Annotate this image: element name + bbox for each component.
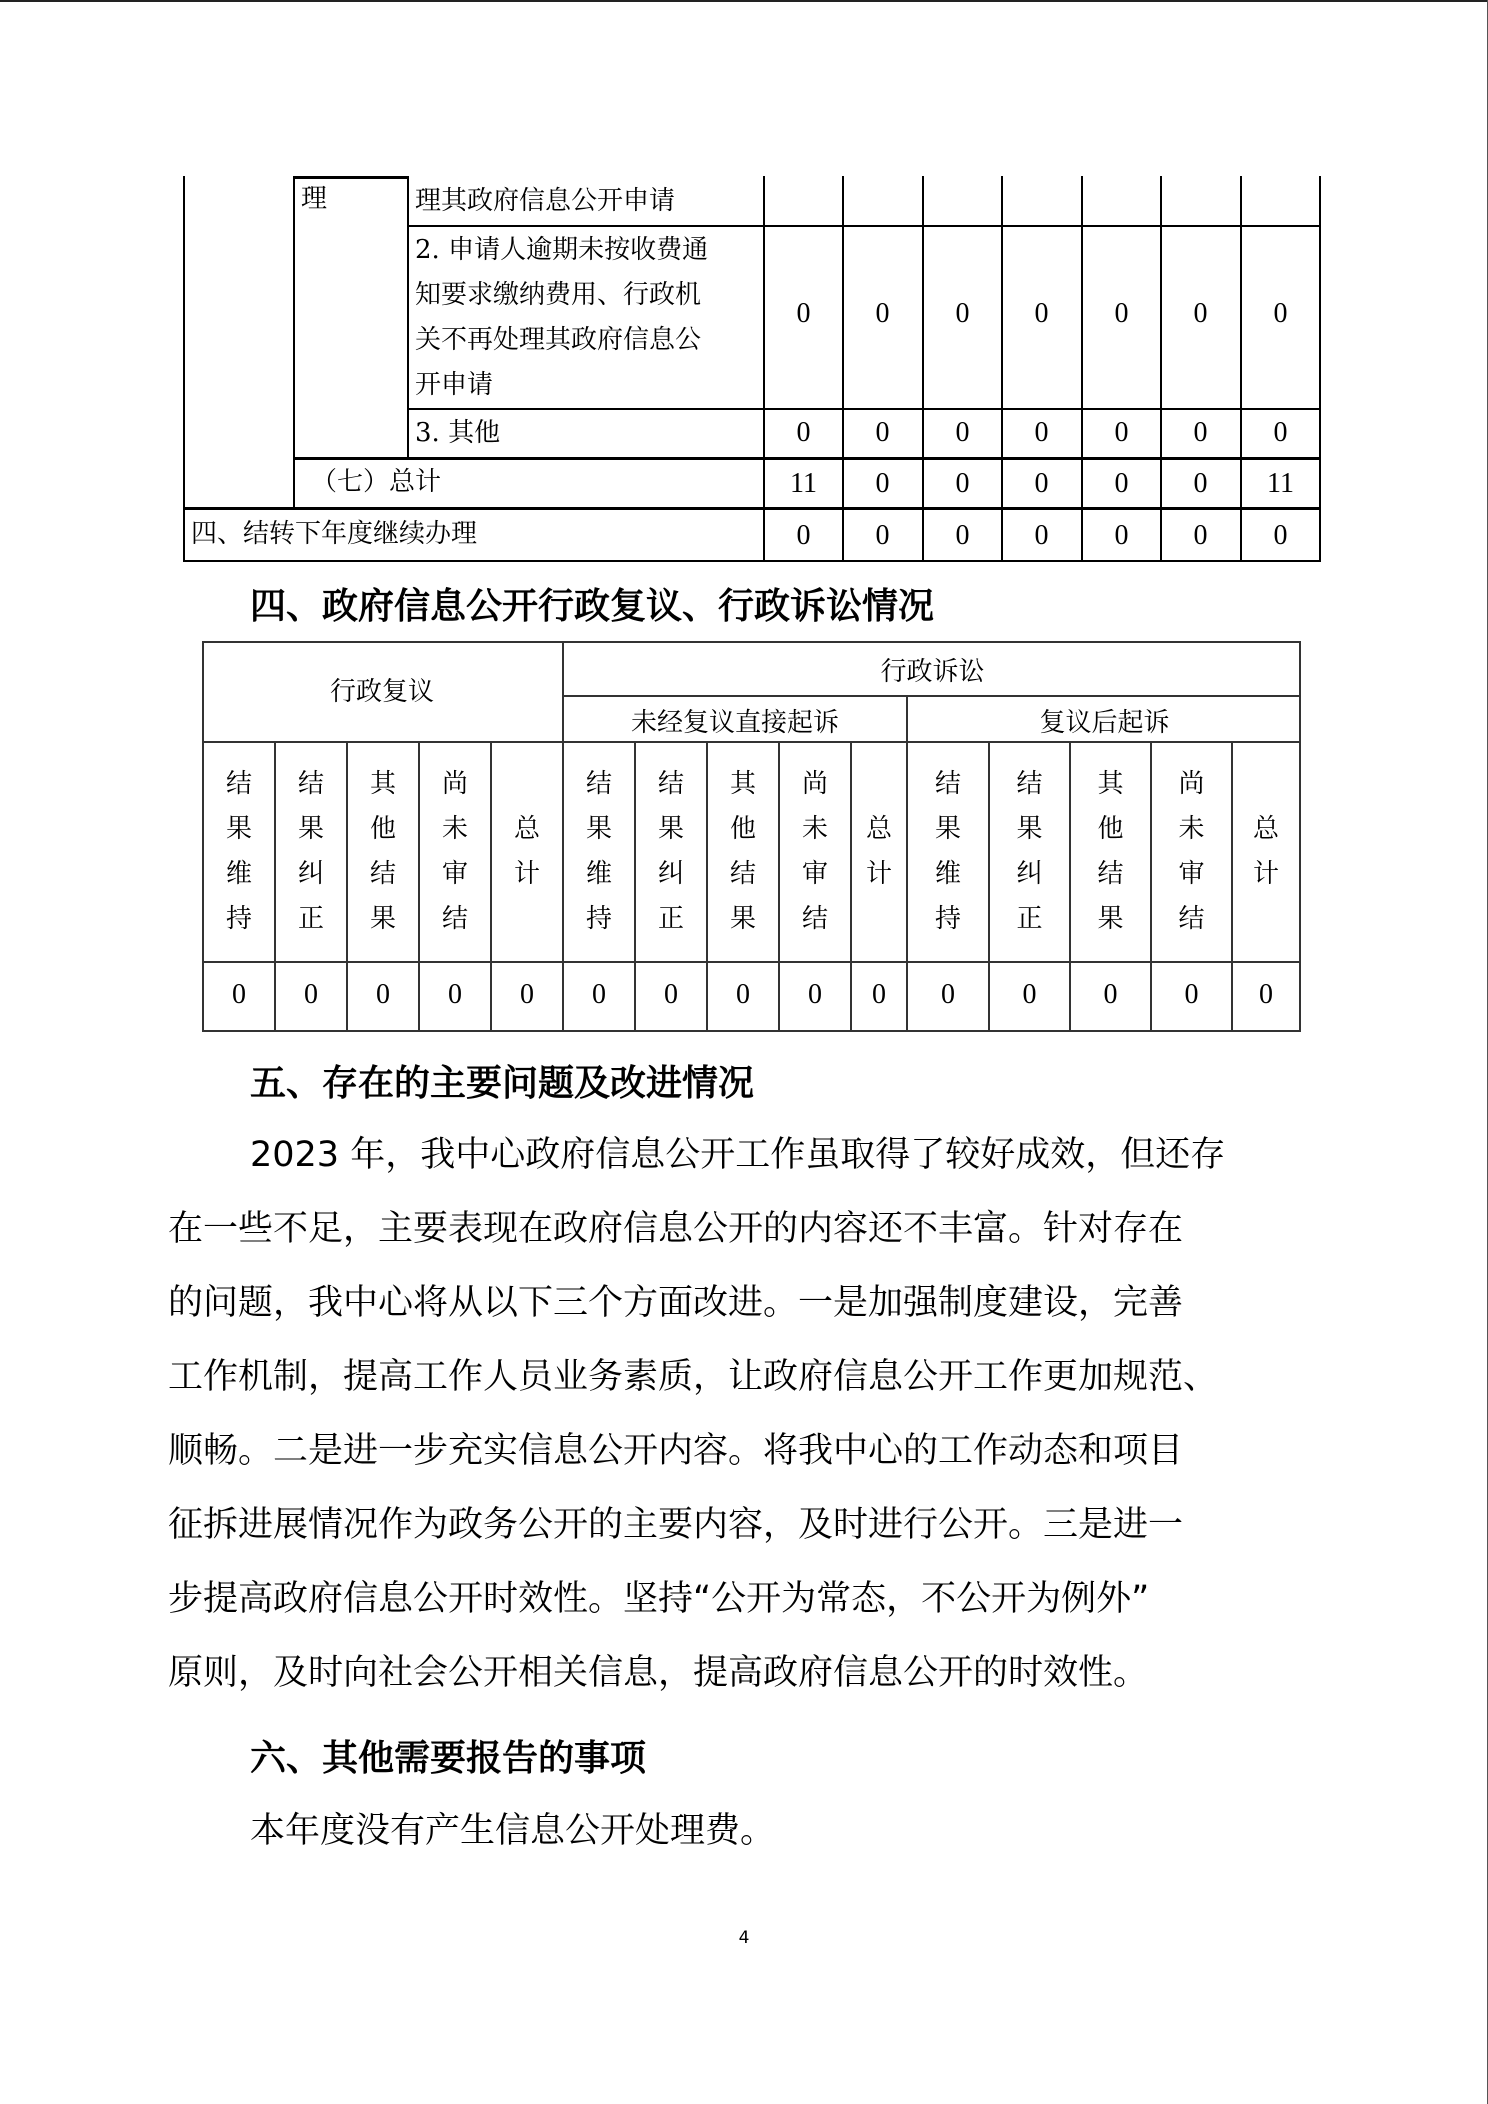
review-litigation-table xyxy=(202,641,1301,1032)
paragraph-line: 原则，及时向社会公开相关信息，提高政府信息公开的时效性。 xyxy=(168,1653,1149,1693)
table-cell: 0 xyxy=(448,979,462,1010)
table-cell: 11 xyxy=(1267,468,1294,499)
section-6-heading: 六、其他需要报告的事项 xyxy=(250,1738,647,1779)
table-cell: 0 xyxy=(875,520,890,551)
page-number: 4 xyxy=(738,1928,750,1948)
column-header: 结 果 纠 正 xyxy=(297,769,324,934)
paragraph-line: 2023 年，我中心政府信息公开工作虽取得了较好成效，但还存 xyxy=(250,1135,1226,1175)
column-header: 结 果 纠 正 xyxy=(657,769,684,934)
table-cell: 0 xyxy=(955,520,970,551)
table-cell: 0 xyxy=(808,979,822,1010)
table-cell: 0 xyxy=(1114,468,1129,499)
suit-after-review-header: 复议后起诉 xyxy=(1039,708,1170,738)
section-5-heading: 五、存在的主要问题及改进情况 xyxy=(250,1063,755,1104)
table-cell: 0 xyxy=(1193,298,1208,329)
column-header: 结 果 维 持 xyxy=(585,769,612,934)
table-cell: 0 xyxy=(955,298,970,329)
paragraph-line: 步提高政府信息公开时效性。坚持“公开为常态，不公开为例外” xyxy=(168,1579,1150,1619)
section-4-heading: 四、政府信息公开行政复议、行政诉讼情况 xyxy=(250,586,935,627)
column-header: 总 计 xyxy=(1252,814,1279,889)
table-cell: 0 xyxy=(796,417,811,448)
column-header: 其 他 结 果 xyxy=(1097,769,1124,934)
table-cell: 0 xyxy=(520,979,534,1010)
column-header: 尚 未 审 结 xyxy=(441,769,468,934)
table-cell: 0 xyxy=(592,979,606,1010)
paragraph-line: 工作机制，提高工作人员业务素质，让政府信息公开工作更加规范、 xyxy=(168,1357,1219,1397)
column-header: 结 果 维 持 xyxy=(934,769,961,934)
paragraph-line: 在一些不足，主要表现在政府信息公开的内容还不丰富。针对存在 xyxy=(168,1209,1184,1249)
table-cell: 0 xyxy=(1114,417,1129,448)
table-cell: 0 xyxy=(941,979,955,1010)
table-cell: 0 xyxy=(796,298,811,329)
paragraph-line: 的问题，我中心将从以下三个方面改进。一是加强制度建设，完善 xyxy=(168,1283,1184,1323)
paragraph-line: 征拆进展情况作为政务公开的主要内容，及时进行公开。三是进一 xyxy=(168,1505,1184,1545)
table-cell: 0 xyxy=(304,979,318,1010)
column-header: 总 计 xyxy=(865,814,892,889)
column-header: 结 果 维 持 xyxy=(225,769,252,934)
row-label: 理其政府信息公开申请 xyxy=(415,186,676,216)
table-cell: 0 xyxy=(1193,417,1208,448)
column-header: 结 果 纠 正 xyxy=(1016,769,1043,934)
table-cell: 0 xyxy=(1022,979,1037,1010)
administrative-litigation-header: 行政诉讼 xyxy=(880,657,985,687)
table-cell: 0 xyxy=(1273,298,1288,329)
table-cell: 0 xyxy=(955,417,970,448)
table-cell: 0 xyxy=(1184,979,1199,1010)
table-cell: 0 xyxy=(1034,520,1049,551)
table-cell: 0 xyxy=(1034,468,1049,499)
column-header: 其 他 结 果 xyxy=(369,769,396,934)
table-cell: 0 xyxy=(1114,298,1129,329)
section-6-text: 本年度没有产生信息公开处理费。 xyxy=(250,1811,776,1851)
table-cell: 0 xyxy=(664,979,678,1010)
table-cell: 11 xyxy=(790,468,817,499)
paragraph-line: 顺畅。二是进一步充实信息公开内容。将我中心的工作动态和项目 xyxy=(168,1431,1184,1471)
administrative-review-header: 行政复议 xyxy=(329,677,434,707)
page-top-border xyxy=(0,0,1488,2)
table-cell: 0 xyxy=(1259,979,1273,1010)
table-cell: 0 xyxy=(872,979,886,1010)
column-header: 总 计 xyxy=(513,814,540,889)
table-cell: 0 xyxy=(1193,520,1208,551)
table-cell: 0 xyxy=(232,979,246,1010)
table-cell: 0 xyxy=(1103,979,1118,1010)
table-cell: 0 xyxy=(1034,417,1049,448)
row-label: 3. 其他 xyxy=(415,418,501,448)
table-cell: 0 xyxy=(796,520,811,551)
table-cell: 0 xyxy=(875,417,890,448)
table-cell: 0 xyxy=(736,979,750,1010)
table-cell: 0 xyxy=(1273,520,1288,551)
table-cell: 0 xyxy=(1034,298,1049,329)
table-cell: 0 xyxy=(1114,520,1129,551)
table-cell: 0 xyxy=(376,979,390,1010)
table-cell: 0 xyxy=(875,298,890,329)
table-cell: 0 xyxy=(955,468,970,499)
total-label: （七）总计 xyxy=(311,467,442,497)
column-header: 尚 未 审 结 xyxy=(801,769,828,934)
category-label: 理 xyxy=(301,184,328,214)
row-label: 2. 申请人逾期未按收费通 知要求缴纳费用、行政机 关不再处理其政府信息公 开申请 xyxy=(415,235,709,400)
table-cell: 0 xyxy=(1273,417,1288,448)
column-header: 尚 未 审 结 xyxy=(1178,769,1205,934)
application-processing-table xyxy=(183,176,1320,562)
table-cell: 0 xyxy=(875,468,890,499)
column-header: 其 他 结 果 xyxy=(729,769,756,934)
direct-suit-header: 未经复议直接起诉 xyxy=(630,708,839,738)
section-5-paragraph xyxy=(168,1118,1334,1710)
carry-over-label: 四、结转下年度继续办理 xyxy=(191,519,478,549)
table-cell: 0 xyxy=(1193,468,1208,499)
